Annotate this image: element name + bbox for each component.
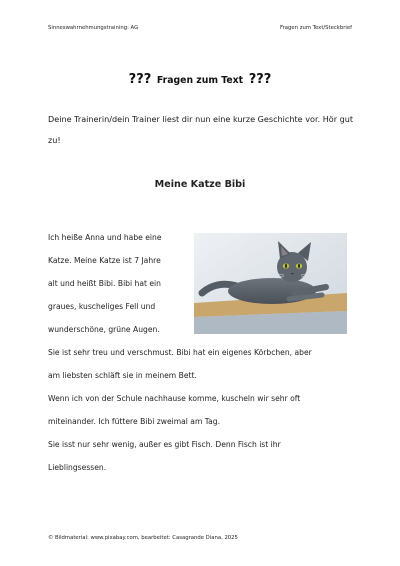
- title-suffix: ???: [248, 72, 272, 87]
- title-prefix: ???: [128, 72, 152, 87]
- grey-cat-photo: [194, 233, 347, 334]
- cat-illustration-icon: [194, 233, 347, 334]
- story-line: Lieblingsessen.: [48, 463, 107, 472]
- title-text: Fragen zum Text: [156, 75, 244, 86]
- footer-credit: © Bildmaterial: www.pixabay.com, bearbeitet: Casagrande Diana, 2025: [48, 535, 238, 541]
- story-line: graues, kuscheliges Fell und: [48, 302, 156, 311]
- header-left-text: Sinneswahrnehmungstraining: AG: [48, 25, 139, 31]
- story-line: wunderschöne, grüne Augen.: [48, 325, 160, 334]
- header-right-text: Fragen zum Text/Steckbrief: [279, 25, 352, 31]
- intro-paragraph: Deine Trainerin/dein Trainer liest dir nun eine kurze Geschichte vor. Hör gut zu!: [48, 114, 354, 145]
- story-line: alt und heißt Bibi. Bibi hat ein: [48, 279, 161, 288]
- story-line: am liebsten schläft sie in meinem Bett.: [48, 371, 197, 380]
- story-line: Sie isst nur sehr wenig, außer es gibt Fisch. Denn Fisch ist ihr: [48, 440, 281, 449]
- story-title: Meine Katze Bibi: [154, 179, 246, 190]
- story-line: Ich heiße Anna und habe eine: [48, 233, 162, 242]
- page-title: [0, 68, 400, 87]
- story-line: Sie ist sehr treu und verschmust. Bibi hat ein eigenes Körbchen, aber: [48, 348, 312, 357]
- story-line: miteinander. Ich füttere Bibi zweimal am Tag.: [48, 417, 221, 426]
- story-line: Katze. Meine Katze ist 7 Jahre: [48, 256, 161, 265]
- story-line: Wenn ich von der Schule nachhause komme, kuscheln wir sehr oft: [48, 394, 301, 403]
